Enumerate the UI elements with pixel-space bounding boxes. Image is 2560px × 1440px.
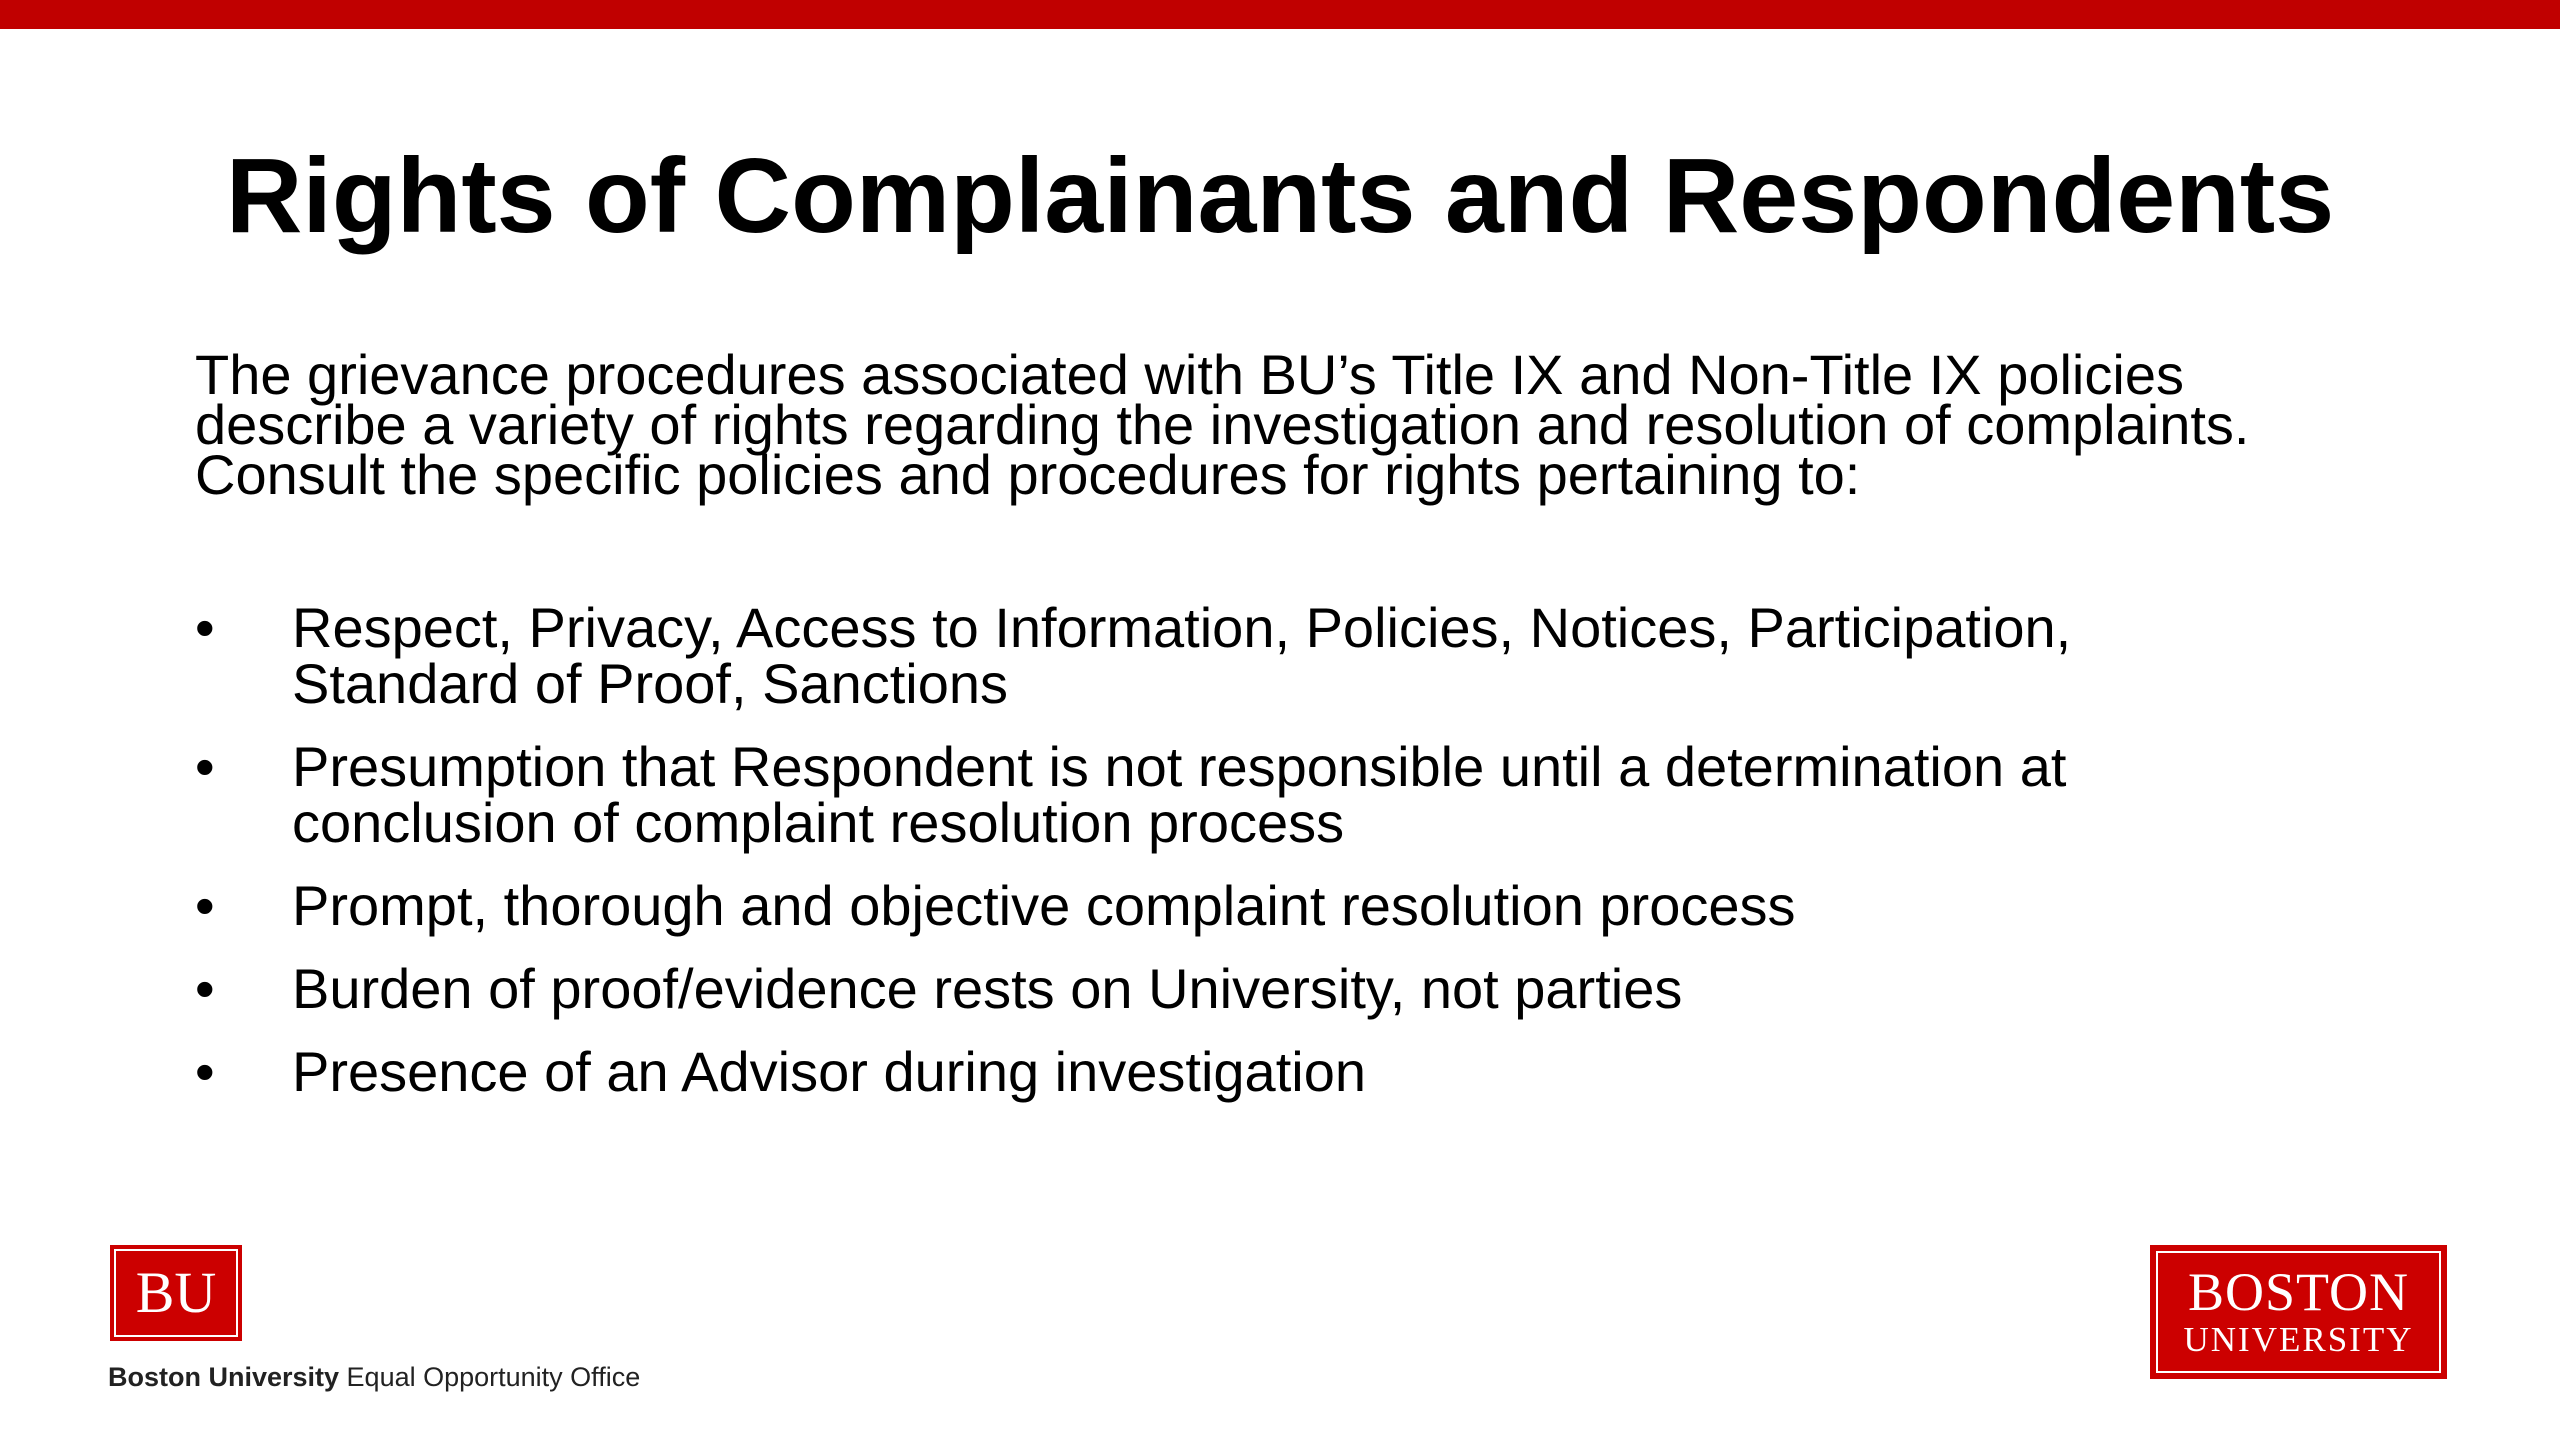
bullet-dot: •	[195, 596, 215, 659]
boston-logo-line1: BOSTON	[2187, 1262, 2410, 1322]
bu-logo-text: BU	[114, 1249, 238, 1337]
bullet-item	[195, 957, 2395, 1020]
bullet-line: Standard of Proof, Sanctions	[292, 652, 1008, 715]
bullet-line: Presence of an Advisor during investigation	[292, 1040, 1366, 1103]
rights-bullet-list	[195, 596, 2395, 1127]
intro-line: The grievance procedures associated with BU’s Title IX and Non-Title IX policies	[195, 343, 2184, 406]
office-caption-university: Boston University	[108, 1362, 340, 1392]
boston-logo-line2: UNIVERSITY	[2183, 1320, 2414, 1359]
bullet-item	[195, 735, 2395, 854]
bullet-line: Burden of proof/evidence rests on University, not parties	[292, 957, 1683, 1020]
bullet-dot: •	[195, 735, 215, 798]
bullet-dot: •	[195, 957, 215, 1020]
bullet-dot: •	[195, 874, 215, 937]
office-caption-office: Equal Opportunity Office	[339, 1362, 641, 1392]
slide-title: Rights of Complainants and Respondents	[225, 137, 2335, 255]
bullet-dot: •	[195, 1040, 215, 1103]
intro-line: describe a variety of rights regarding the investigation and resolution of complaints.	[195, 393, 2250, 456]
intro-line: Consult the specific policies and procedures for rights pertaining to:	[195, 443, 1861, 506]
office-caption	[108, 1362, 640, 1393]
bullet-line: Presumption that Respondent is not responsible until a determination at	[292, 735, 2067, 798]
bullet-line: Prompt, thorough and objective complaint resolution process	[292, 874, 1796, 937]
bullet-item	[195, 596, 2395, 715]
intro-paragraph	[195, 343, 2415, 506]
boston-university-logo	[2150, 1245, 2447, 1379]
bullet-item	[195, 1040, 2395, 1103]
bullet-line: conclusion of complaint resolution process	[292, 791, 1345, 854]
bullet-item	[195, 874, 2395, 937]
bu-logo	[110, 1245, 242, 1341]
top-accent-bar	[0, 0, 2560, 29]
bullet-line: Respect, Privacy, Access to Information, Policies, Notices, Participation,	[292, 596, 2072, 659]
